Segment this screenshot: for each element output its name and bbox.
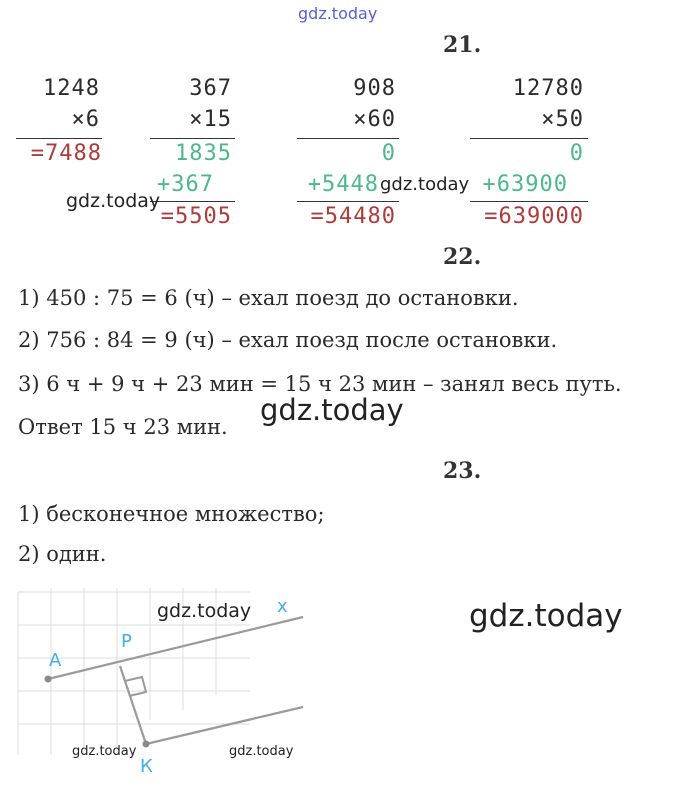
- task-23-line-2: 2) один.: [18, 542, 107, 566]
- col3-sum: =54480: [310, 204, 396, 229]
- task-23-number: 23.: [443, 458, 482, 484]
- label-p: Р: [121, 631, 132, 652]
- col2-partial-1: 1835: [175, 141, 232, 166]
- col3-partial-1: 0: [381, 141, 396, 166]
- label-k: К: [140, 756, 153, 777]
- col1-rule: [16, 138, 102, 139]
- watermark: gdz.today: [380, 174, 470, 195]
- watermark: gdz.today: [72, 744, 137, 759]
- col4-multiplier: ×50: [541, 107, 584, 132]
- col4-partial-1: 0: [569, 141, 584, 166]
- label-x: х: [277, 596, 288, 617]
- col2-multiplicand: 367: [189, 76, 232, 101]
- col4-sum-rule: [470, 201, 588, 202]
- col3-rule: [297, 138, 399, 139]
- col3-multiplier: ×60: [353, 107, 396, 132]
- task-22-answer: Ответ 15 ч 23 мин.: [18, 415, 228, 439]
- col1-multiplicand: 1248: [43, 76, 100, 101]
- watermark-top: gdz.today: [298, 4, 378, 23]
- col4-rule: [470, 138, 588, 139]
- watermark: gdz.today: [66, 190, 161, 212]
- watermark: gdz.today: [260, 393, 404, 427]
- task-22-line-1: 1) 450 : 75 = 6 (ч) – ехал поезд до остановки.: [18, 286, 519, 310]
- col1-multiplier: ×6: [71, 107, 100, 132]
- col3-sum-rule: [297, 201, 399, 202]
- col2-sum-rule: [150, 201, 235, 202]
- col2-rule: [150, 138, 235, 139]
- col3-multiplicand: 908: [353, 76, 396, 101]
- watermark: gdz.today: [229, 744, 294, 759]
- point-a: [45, 676, 52, 683]
- task-21-number: 21.: [443, 32, 482, 58]
- col4-partial-2: +63900: [482, 172, 568, 197]
- col2-sum: =5505: [160, 204, 232, 229]
- col3-partial-2: +5448: [307, 172, 379, 197]
- label-a: А: [49, 650, 62, 671]
- watermark: gdz.today: [157, 600, 252, 622]
- line-x: [48, 617, 303, 679]
- col2-multiplier: ×15: [189, 107, 232, 132]
- col4-multiplicand: 12780: [512, 76, 584, 101]
- col4-sum: =639000: [484, 204, 584, 229]
- watermark: gdz.today: [469, 598, 623, 634]
- task-22-number: 22.: [443, 244, 482, 270]
- parallel-line: [146, 707, 303, 744]
- task-23-line-1: 1) бесконечное множество;: [18, 502, 325, 526]
- col2-partial-2: +367: [157, 172, 214, 197]
- col1-result: =7488: [30, 141, 102, 166]
- task-22-line-3: 3) 6 ч + 9 ч + 23 мин = 15 ч 23 мин – занял весь путь.: [18, 372, 622, 396]
- point-k: [143, 741, 150, 748]
- task-22-line-2: 2) 756 : 84 = 9 (ч) – ехал поезд после остановки.: [18, 328, 558, 352]
